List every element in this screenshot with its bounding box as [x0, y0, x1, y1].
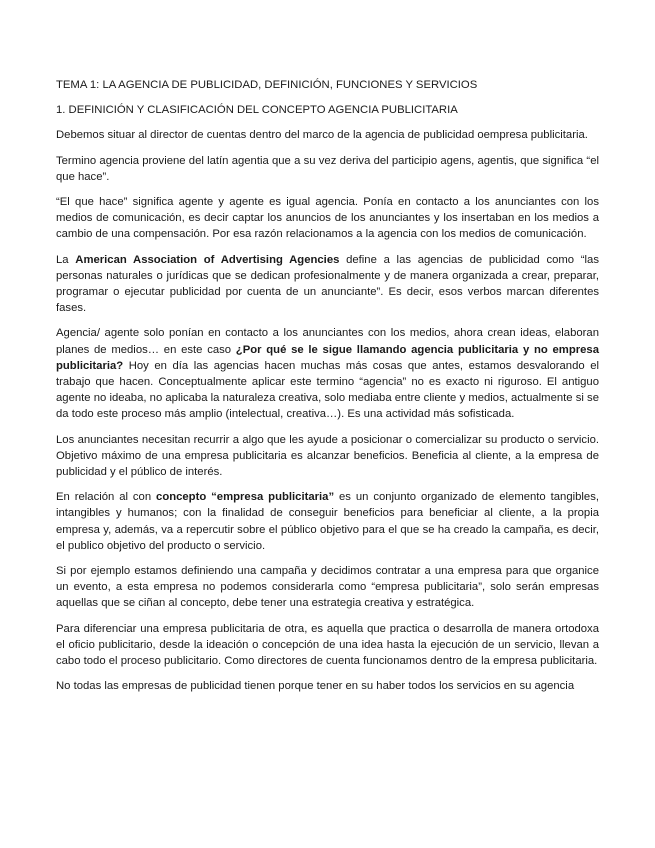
paragraph-4 — [56, 252, 599, 317]
paragraph-2: Termino agencia proviene del latín agentia que a su vez deriva del participio agens, agentis, que significa “el que hace”. — [56, 154, 599, 183]
paragraph-8: Si por ejemplo estamos definiendo una campaña y decidimos contratar a una empresa para que organice un evento, a esta empresa no podemos considerarla como “empresa publicitaria”, solo serán empresas aquellas que se ciñan al concepto, debe tener una estrategia creativa y estratégica. — [56, 565, 599, 610]
paragraph-9: Para diferenciar una empresa publicitaria de otra, es aquella que practica o desarrolla de manera ortodoxa el oficio publicitario, desde la ideación o concepción de una idea hasta la ejecución de un servicio, llevan a cabo todo el proceso publicitario. Como directores de cuenta funcionamos dentro de la empresa publicitaria. — [56, 622, 599, 668]
paragraph-4-bold-term: American Association of Advertising Agencies — [75, 253, 340, 266]
paragraph-7-text-end: es un conjunto organizado de elemento tangibles, intangibles y humanos; con la finalidad de conseguir beneficios para beneficiar al cliente, a la propia empresa y, además, va a repercutir sobre el público objetivo para el que se ha creado la campaña, es decir, el publico objetivo del producto o servicio. — [56, 491, 599, 552]
paragraph-5-text-start: Agencia/ agente solo ponían en contacto a los anunciantes con los medios, ahora crean ideas, elaboran planes de medios… en este caso — [56, 327, 599, 356]
paragraph-3: “El que hace” significa agente y agente es igual agencia. Ponía en contacto a los anunciantes con los medios de comunicación, es decir captar los anuncios de los anunciantes y los insertaban en los medios a cambio de una compensación. Por esa razón relacionamos a la agencia con los medios de comunicación. — [56, 196, 599, 241]
document-title: TEMA 1: LA AGENCIA DE PUBLICIDAD, DEFINICIÓN, FUNCIONES Y SERVICIOS — [56, 79, 478, 91]
paragraph-6: Los anunciantes necesitan recurrir a algo que les ayude a posicionar o comercializar su producto o servicio. Objetivo máximo de una empresa publicitaria es alcanzar beneficios. Beneficia al cliente, a la empresa de publicidad y el público de interés. — [56, 433, 599, 479]
paragraph-4-text-start: La — [56, 253, 76, 266]
section-heading: 1. DEFINICIÓN Y CLASIFICACIÓN DEL CONCEPTO AGENCIA PUBLICITARIA — [56, 104, 458, 117]
paragraph-1: Debemos situar al director de cuentas dentro del marco de la agencia de publicidad oempresa publicitaria. — [56, 129, 588, 142]
paragraph-4-text-end: define a las agencias de publicidad como “las personas naturales o jurídicas que se dedican profesionalmente y de manera organizada a crear, preparar, programar o ejecutar publicidad por cuenta de un anunciante”. Es decir, esos verbos marcan diferentes fases. — [56, 253, 599, 315]
paragraph-5-bold-question: ¿Por qué se le sigue llamando agencia publicitaria y no empresa publicitaria? — [56, 343, 599, 372]
paragraph-10: No todas las empresas de publicidad tienen porque tener en su haber todos los servicios en su agencia — [56, 680, 575, 693]
paragraph-7-bold-term: concepto “empresa publicitaria” — [156, 491, 335, 504]
paragraph-5 — [56, 325, 599, 422]
paragraph-5-text-end: Hoy en día las agencias hacen muchas más cosas que antes, estamos desvalorando el trabajo que hacen. Conceptualmente aplicar este termino “agencia” no es exacto ni riguroso. El antiguo agente no ideaba, no aplicaba la naturaleza creativa, solo mediaba entre cliente y medios, actualmente si se da todo este proceso más amplio (intelectual, creativa…). Es una actividad más sofisticada. — [56, 359, 599, 421]
paragraph-7-text-start: En relación al con — [56, 491, 157, 504]
paragraph-7 — [56, 489, 599, 554]
